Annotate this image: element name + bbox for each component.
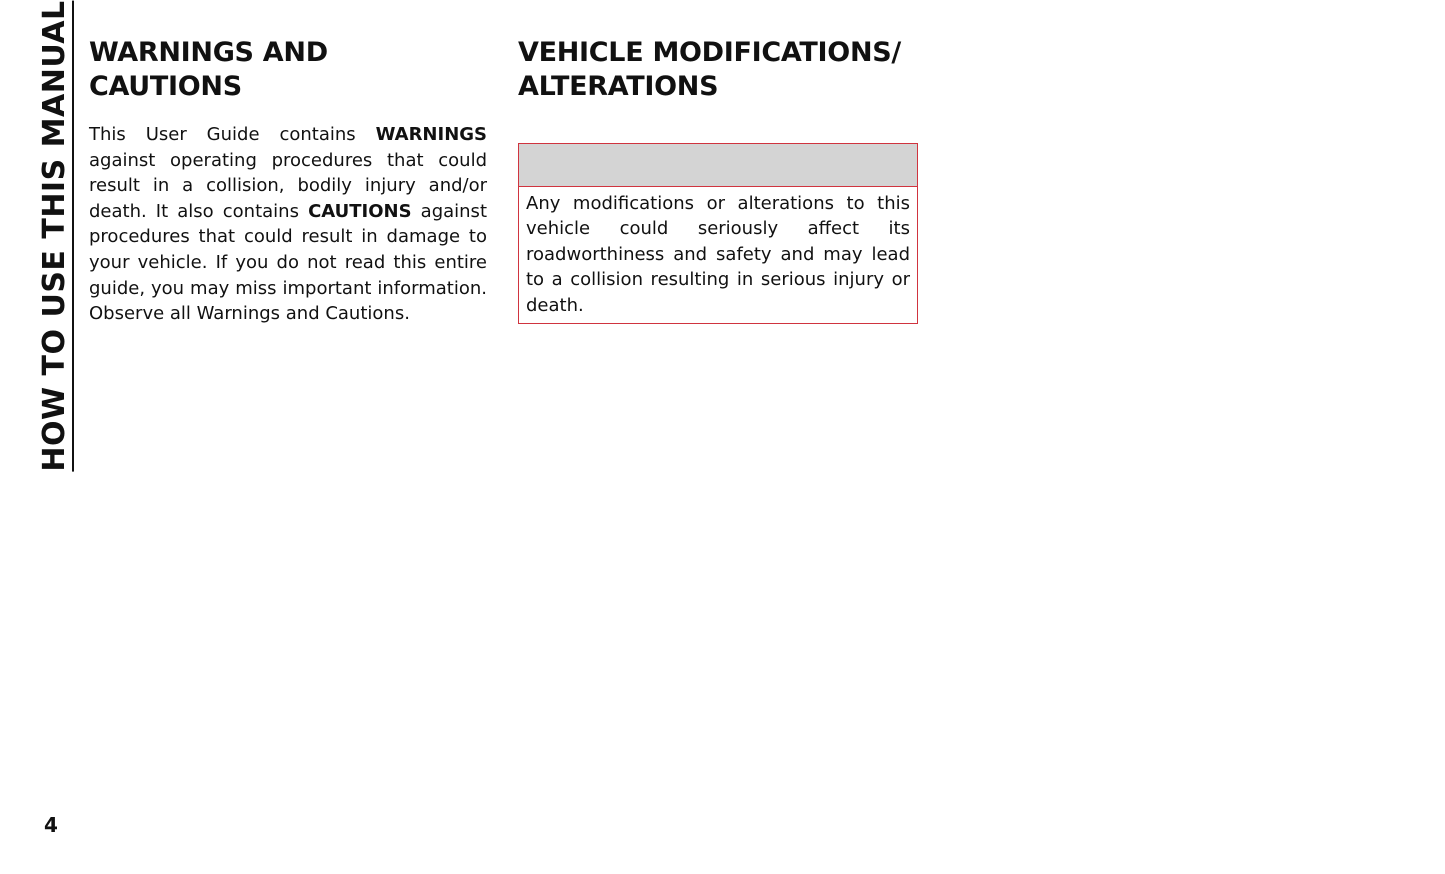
- warnings-text-part1: This User Guide contains: [89, 124, 376, 145]
- warnings-text-part2: against operating procedures that could result in a collision, bodily injury and/or death. It also contains: [89, 149, 487, 222]
- cautions-keyword: CAUTIONS: [308, 200, 412, 222]
- page-number: 4: [44, 813, 58, 837]
- warnings-keyword: WARNINGS: [375, 124, 487, 145]
- warnings-section-title: WARNINGS AND CAUTIONS: [89, 37, 328, 102]
- modifications-section-title: [518, 36, 918, 104]
- warnings-and-cautions-section: [89, 36, 487, 327]
- modifications-warning-box: [518, 143, 918, 324]
- modifications-title-line1: VEHICLE MODIFICATIONS/: [518, 37, 901, 68]
- warning-box-header: [519, 144, 917, 187]
- side-section-tab: [37, 0, 74, 472]
- warnings-text-part3: against procedures that could result in damage to your vehicle. If you do not read this entire guide, you may miss important information. Observe all Warnings and Cautions.: [89, 200, 487, 325]
- warnings-section-paragraph: [89, 122, 487, 327]
- warning-box-text: Any modifications or alterations to this vehicle could seriously affect its roadworthiness and safety and may lead to a collision resulting in serious injury or death.: [526, 193, 910, 316]
- modifications-title-line2: ALTERATIONS: [518, 71, 719, 102]
- side-section-tab-label: HOW TO USE THIS MANUAL: [37, 0, 72, 472]
- vehicle-modifications-section: [518, 36, 918, 104]
